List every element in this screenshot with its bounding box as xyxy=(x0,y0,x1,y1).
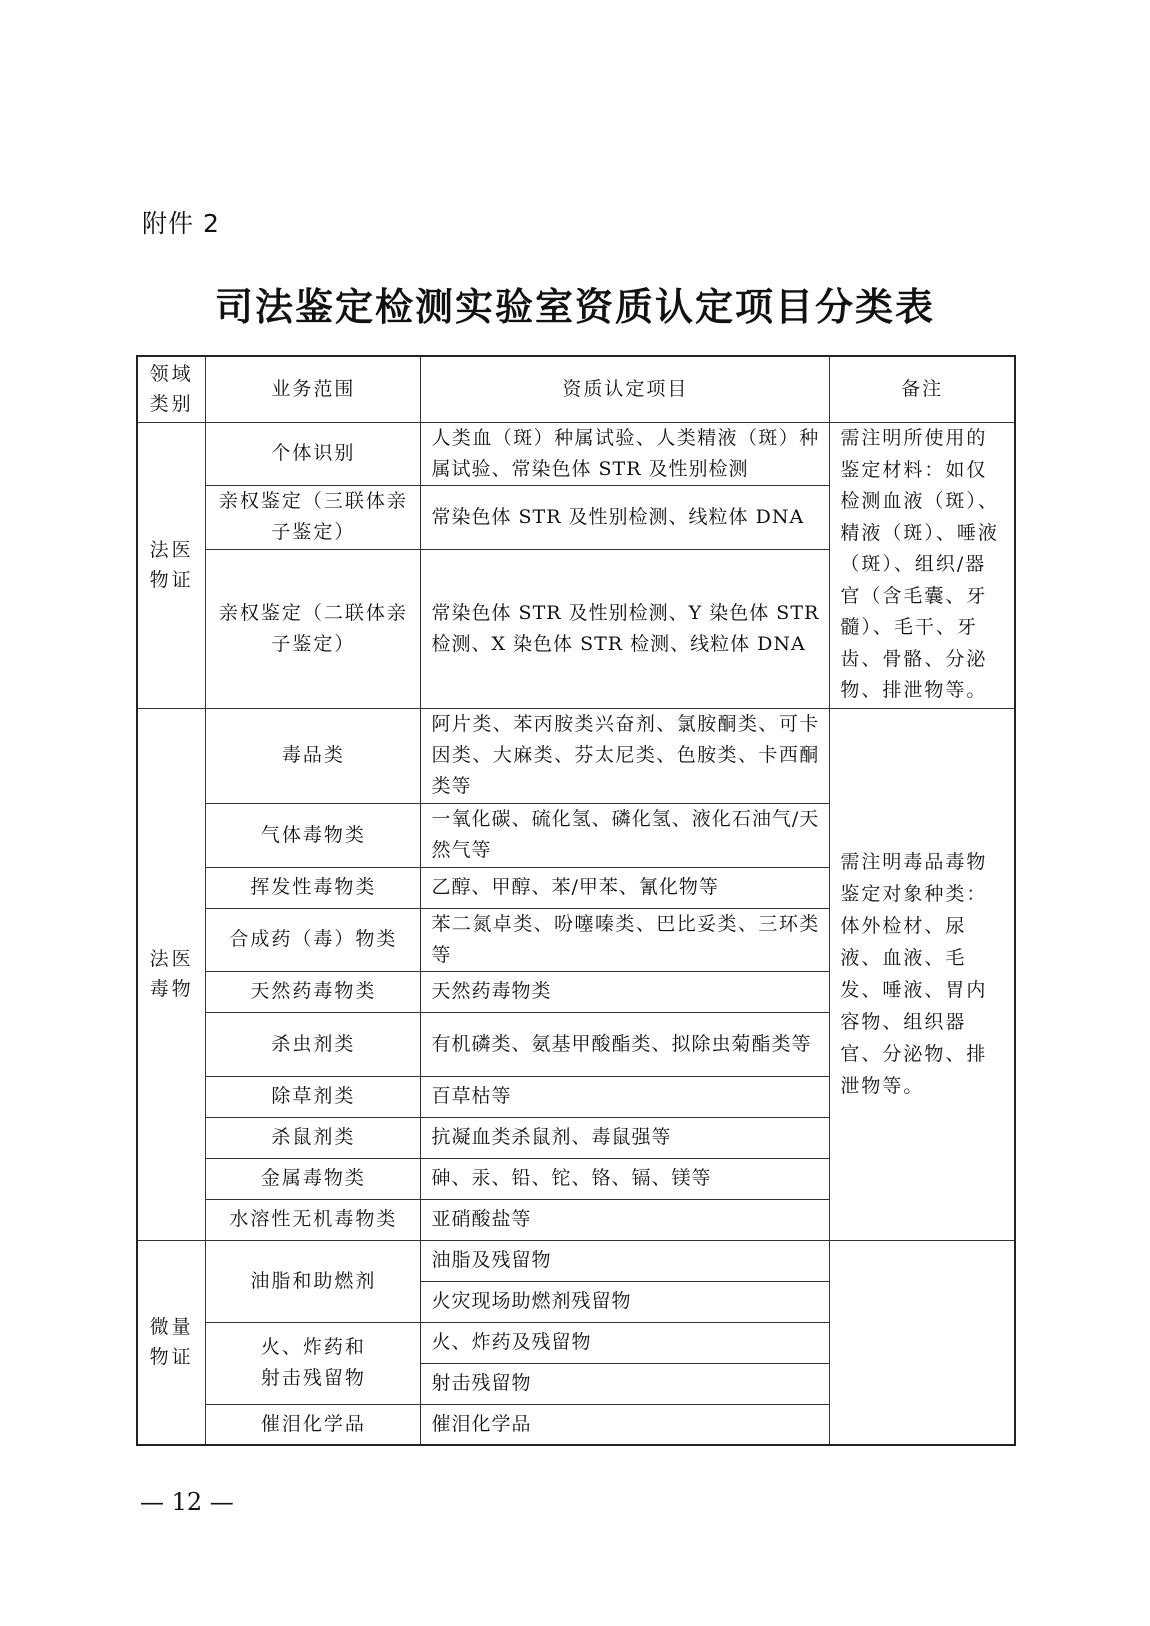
attachment-label: 附件 2 xyxy=(142,209,220,238)
scope-cell: 除草剂类 xyxy=(206,1076,421,1117)
item-cell: 抗凝血类杀鼠剂、毒鼠强等 xyxy=(421,1117,830,1158)
table-row xyxy=(137,708,1015,803)
note-cell xyxy=(830,1240,1015,1445)
item-cell: 射击残留物 xyxy=(421,1363,830,1404)
item-cell: 常染色体 STR 及性别检测、线粒体 DNA xyxy=(421,485,830,549)
classification-table xyxy=(136,355,1016,1446)
document-title: 司法鉴定检测实验室资质认定项目分类表 xyxy=(214,284,935,329)
item-cell: 有机磷类、氨基甲酸酯类、拟除虫菊酯类等 xyxy=(421,1012,830,1076)
item-cell: 油脂及残留物 xyxy=(421,1240,830,1281)
domain-cell: 法医物证 xyxy=(137,422,206,708)
domain-cell: 法医毒物 xyxy=(137,708,206,1240)
item-cell: 常染色体 STR 及性别检测、Y 染色体 STR 检测、X 染色体 STR 检测、线粒体 DNA xyxy=(421,549,830,708)
table-row xyxy=(137,1240,1015,1281)
header-note: 备注 xyxy=(830,356,1015,422)
note-cell: 需注明所使用的鉴定材料：如仅检测血液（斑）、精液（斑）、唾液（斑）、组织/器官（含毛囊、牙髓）、毛干、牙齿、骨骼、分泌物、排泄物等。 xyxy=(830,422,1015,708)
item-cell: 阿片类、苯丙胺类兴奋剂、氯胺酮类、可卡因类、大麻类、芬太尼类、色胺类、卡西酮类等 xyxy=(421,708,830,803)
item-cell: 砷、汞、铅、铊、铬、镉、镁等 xyxy=(421,1158,830,1199)
scope-cell: 气体毒物类 xyxy=(206,803,421,867)
item-cell: 催泪化学品 xyxy=(421,1404,830,1445)
scope-cell: 火、炸药和射击残留物 xyxy=(206,1322,421,1404)
note-cell: 需注明毒品毒物鉴定对象种类：体外检材、尿液、血液、毛发、唾液、胃内容物、组织器官、分泌物、排泄物等。 xyxy=(830,708,1015,1240)
scope-cell: 水溶性无机毒物类 xyxy=(206,1199,421,1240)
header-domain: 领域类别 xyxy=(137,356,206,422)
scope-cell: 杀虫剂类 xyxy=(206,1012,421,1076)
scope-cell: 合成药（毒）物类 xyxy=(206,908,421,971)
domain-cell: 微量物证 xyxy=(137,1240,206,1445)
page-number: — 12 — xyxy=(140,1488,234,1516)
scope-cell: 催泪化学品 xyxy=(206,1404,421,1445)
table-header-row xyxy=(137,356,1015,422)
table-row xyxy=(137,422,1015,485)
item-cell: 乙醇、甲醇、苯/甲苯、氰化物等 xyxy=(421,867,830,908)
item-cell: 亚硝酸盐等 xyxy=(421,1199,830,1240)
scope-cell: 油脂和助燃剂 xyxy=(206,1240,421,1322)
scope-cell: 挥发性毒物类 xyxy=(206,867,421,908)
scope-cell: 个体识别 xyxy=(206,422,421,485)
item-cell: 天然药毒物类 xyxy=(421,971,830,1012)
scope-cell: 天然药毒物类 xyxy=(206,971,421,1012)
item-cell: 火灾现场助燃剂残留物 xyxy=(421,1281,830,1322)
header-item: 资质认定项目 xyxy=(421,356,830,422)
scope-cell: 亲权鉴定（二联体亲子鉴定） xyxy=(206,549,421,708)
scope-cell: 毒品类 xyxy=(206,708,421,803)
item-cell: 人类血（斑）种属试验、人类精液（斑）种属试验、常染色体 STR 及性别检测 xyxy=(421,422,830,485)
scope-cell: 杀鼠剂类 xyxy=(206,1117,421,1158)
item-cell: 火、炸药及残留物 xyxy=(421,1322,830,1363)
scope-cell: 金属毒物类 xyxy=(206,1158,421,1199)
item-cell: 百草枯等 xyxy=(421,1076,830,1117)
item-cell: 一氧化碳、硫化氢、磷化氢、液化石油气/天然气等 xyxy=(421,803,830,867)
item-cell: 苯二氮卓类、吩噻嗪类、巴比妥类、三环类等 xyxy=(421,908,830,971)
scope-cell: 亲权鉴定（三联体亲子鉴定） xyxy=(206,485,421,549)
header-scope: 业务范围 xyxy=(206,356,421,422)
